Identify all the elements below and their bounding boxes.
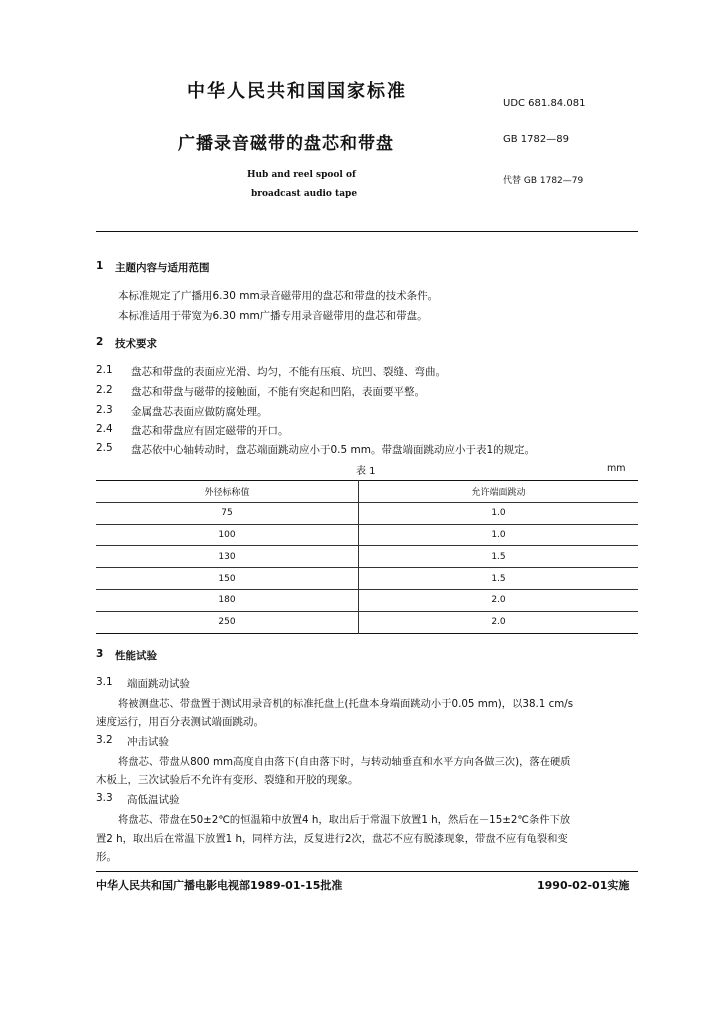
table-cell-runout: 1.0 xyxy=(491,508,506,519)
section1-para1: 本标准规定了广播用6.30 mm录音磁带用的盘芯和带盘的技术条件。 xyxy=(118,290,439,302)
table-row xyxy=(96,524,638,546)
approval-line: 中华人民共和国广播电影电视部1989-01-15批准 xyxy=(96,879,343,892)
clause-3-2-heading: 冲击试验 xyxy=(127,736,169,748)
clause-3-3-line1: 将盘芯、带盘在50±2℃的恒温箱中放置4 h，取出后于常温下放置1 h，然后在－15±2℃条件下放 xyxy=(118,814,571,826)
udc-number: UDC 681.84.081 xyxy=(503,98,586,109)
clause-2-4-number: 2.4 xyxy=(96,423,113,435)
section3-heading: 性能试验 xyxy=(115,650,157,662)
clause-2-2-text: 盘芯和带盘与磁带的接触面，不能有突起和凹陷，表面要平整。 xyxy=(131,386,425,398)
table-cell-diameter: 250 xyxy=(96,611,359,633)
clause-2-5-text: 盘芯依中心轴转动时，盘芯端面跳动应小于0.5 mm。带盘端面跳动应小于表1的规定。 xyxy=(131,444,536,456)
table-cell-runout: 2.0 xyxy=(491,595,506,606)
header-divider xyxy=(96,231,638,232)
table1 xyxy=(96,480,638,634)
table-cell-diameter: 150 xyxy=(96,568,359,590)
table-cell-runout: 1.5 xyxy=(491,573,506,584)
clause-2-2-number: 2.2 xyxy=(96,384,113,396)
table1-unit: mm xyxy=(607,463,626,474)
english-title-line1: Hub and reel spool of xyxy=(247,170,356,180)
table-cell-diameter: 100 xyxy=(96,524,359,546)
table-header-row xyxy=(96,481,638,503)
table-cell-runout: 1.5 xyxy=(491,551,506,562)
clause-3-1-heading: 端面跳动试验 xyxy=(127,678,190,690)
clause-3-1-line2: 速度运行，用百分表测试端面跳动。 xyxy=(96,716,264,728)
gb-number: GB 1782—89 xyxy=(503,134,569,145)
table-row xyxy=(96,568,638,590)
clause-2-1-number: 2.1 xyxy=(96,364,113,376)
section1-heading: 主题内容与适用范围 xyxy=(115,262,210,274)
table-row xyxy=(96,502,638,524)
clause-2-3-text: 金属盘芯表面应做防腐处理。 xyxy=(131,406,268,418)
table-row xyxy=(96,611,638,633)
clause-3-2-number: 3.2 xyxy=(96,734,113,746)
table-cell-diameter: 130 xyxy=(96,546,359,568)
national-standard-title: 中华人民共和国国家标准 xyxy=(187,81,407,102)
clause-2-1-text: 盘芯和带盘的表面应光滑、均匀，不能有压痕、坑凹、裂缝、弯曲。 xyxy=(131,366,446,378)
clause-3-3-line3: 形。 xyxy=(96,851,117,863)
clause-2-5-number: 2.5 xyxy=(96,442,113,454)
document-title: 广播录音磁带的盘芯和带盘 xyxy=(178,134,394,154)
clause-2-4-text: 盘芯和带盘应有固定磁带的开口。 xyxy=(131,425,289,437)
table-row xyxy=(96,589,638,611)
clause-2-3-number: 2.3 xyxy=(96,404,113,416)
footer-divider xyxy=(96,871,638,872)
effective-date: 1990-02-01实施 xyxy=(537,879,630,892)
section1-number: 1 xyxy=(96,260,104,272)
table-cell-diameter: 180 xyxy=(96,589,359,611)
table-header-runout: 允许端面跳动 xyxy=(471,487,526,498)
english-title-line2: broadcast audio tape xyxy=(251,189,358,199)
table1-caption: 表 1 xyxy=(356,466,376,477)
table-cell-diameter: 75 xyxy=(96,502,359,524)
section2-heading: 技术要求 xyxy=(115,338,157,350)
clause-3-2-line1: 将盘芯、带盘从800 mm高度自由落下(自由落下时，与转动轴垂直和水平方向各做三次)，落在硬质 xyxy=(118,756,571,768)
clause-3-3-number: 3.3 xyxy=(96,792,113,804)
section2-number: 2 xyxy=(96,336,104,348)
clause-3-1-line1: 将被测盘芯、带盘置于测试用录音机的标准托盘上(托盘本身端面跳动小于0.05 mm)，以38.1 cm/s xyxy=(118,698,574,710)
table-header-diameter: 外径标称值 xyxy=(96,481,359,503)
clause-3-3-line2: 置2 h，取出后在常温下放置1 h，同样方法，反复进行2次，盘芯不应有脱漆现象，带盘不应有龟裂和变 xyxy=(96,833,568,845)
table-row xyxy=(96,546,638,568)
replaces-standard: 代替 GB 1782—79 xyxy=(503,176,584,186)
table-cell-runout: 1.0 xyxy=(491,529,506,540)
section1-para2: 本标准适用于带宽为6.30 mm广播专用录音磁带用的盘芯和带盘。 xyxy=(118,310,428,322)
table-cell-runout: 2.0 xyxy=(491,617,506,628)
section3-number: 3 xyxy=(96,648,104,660)
clause-3-1-number: 3.1 xyxy=(96,676,113,688)
clause-3-3-heading: 高低温试验 xyxy=(127,794,180,806)
clause-3-2-line2: 木板上，三次试验后不允许有变形、裂缝和开胶的现象。 xyxy=(96,774,359,786)
